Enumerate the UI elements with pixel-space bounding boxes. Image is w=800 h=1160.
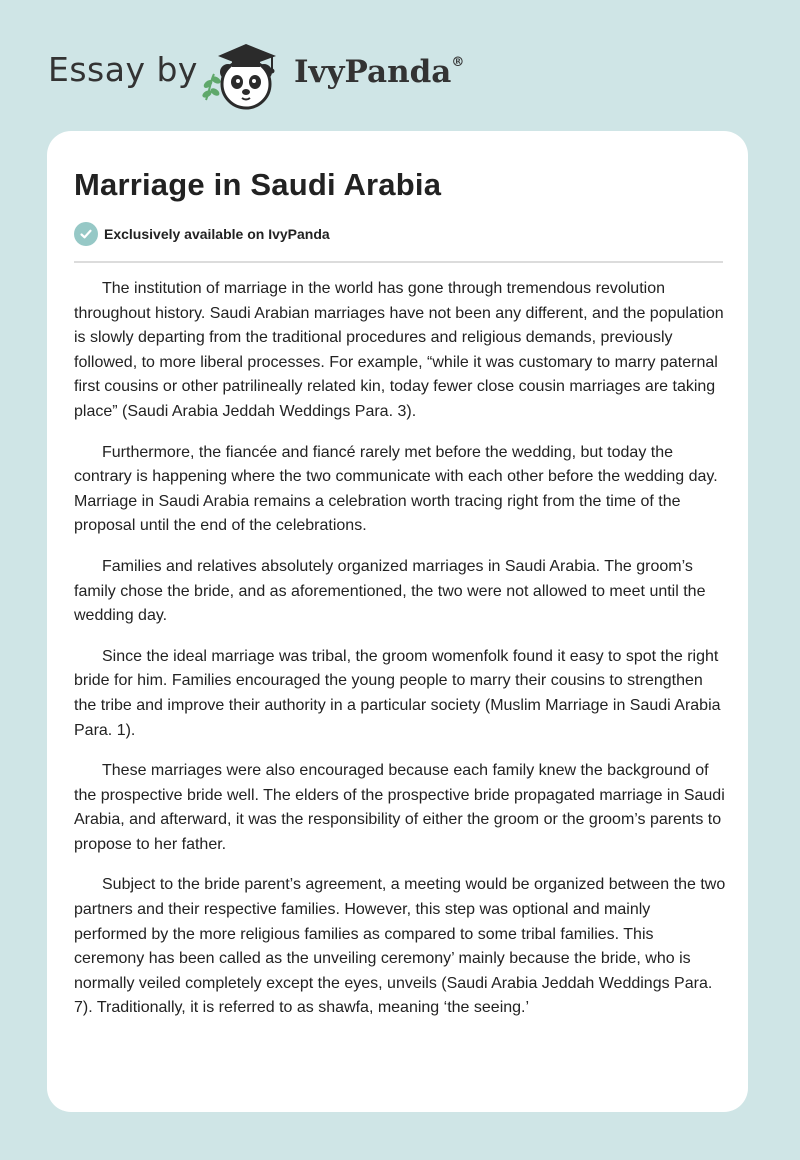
essay-body xyxy=(74,277,726,1037)
paragraph: Since the ideal marriage was tribal, the groom womenfolk found it easy to spot the right bride for him. Families encouraged the young people to marry their cousins to strengthen the tribe and improve their authority in a particular society (Muslim Marriage in Saudi Arabia Para. 1). xyxy=(74,647,721,739)
essay-by-text: Essay by xyxy=(48,50,198,89)
panda-graduation-cap-icon xyxy=(198,36,290,110)
divider xyxy=(74,261,723,263)
paragraph: The institution of marriage in the world has gone through tremendous revolution throughout history. Saudi Arabian marriages have not been any different, and the population is slowly departing from the traditional procedures and religious demands, previously followed, to more liberal processes. For example, “while it was customary to marry paternal first cousins or other patrilineally related kin, today fewer close cousin marriages are taking place” (Saudi Arabia Jeddah Weddings Para. 3). xyxy=(74,280,724,420)
site-header xyxy=(48,34,508,110)
paragraph: Furthermore, the fiancée and fiancé rarely met before the wedding, but today the contrary is happening where the two communicate with each other before the wedding day. Marriage in Saudi Arabia remains a celebration worth tracing right from the time of the proposal until the end of the celebrations. xyxy=(74,443,718,535)
paragraph: These marriages were also encouraged because each family knew the background of the prospective bride well. The elders of the prospective bride propagated marriage in Saudi Arabia, and afterward, it was the responsibility of either the groom or the groom’s parents to propose to her father. xyxy=(74,762,725,853)
page-title: Marriage in Saudi Arabia xyxy=(74,167,442,202)
paragraph: Subject to the bride parent’s agreement, a meeting would be organized between the two partners and their respective families. However, this step was optional and mainly performed by the more religious families as compared to some tribal families. This ceremony has been called as the unveiling ceremony’ mainly because the bride, who is normally veiled completely except the eyes, unveils (Saudi Arabia Jeddah Weddings Para. 7). Traditionally, it is referred to as shawfa, meaning ‘the seeing.’ xyxy=(74,876,726,1017)
exclusive-badge xyxy=(74,222,330,246)
check-circle-icon xyxy=(74,222,98,246)
essay-card xyxy=(47,131,748,1112)
brand-name: IvyPanda® xyxy=(294,54,465,90)
exclusive-label: Exclusively available on IvyPanda xyxy=(104,226,330,242)
paragraph: Families and relatives absolutely organized marriages in Saudi Arabia. The groom’s family chose the bride, and as aforementioned, the two were not allowed to meet until the wedding day. xyxy=(74,557,706,625)
